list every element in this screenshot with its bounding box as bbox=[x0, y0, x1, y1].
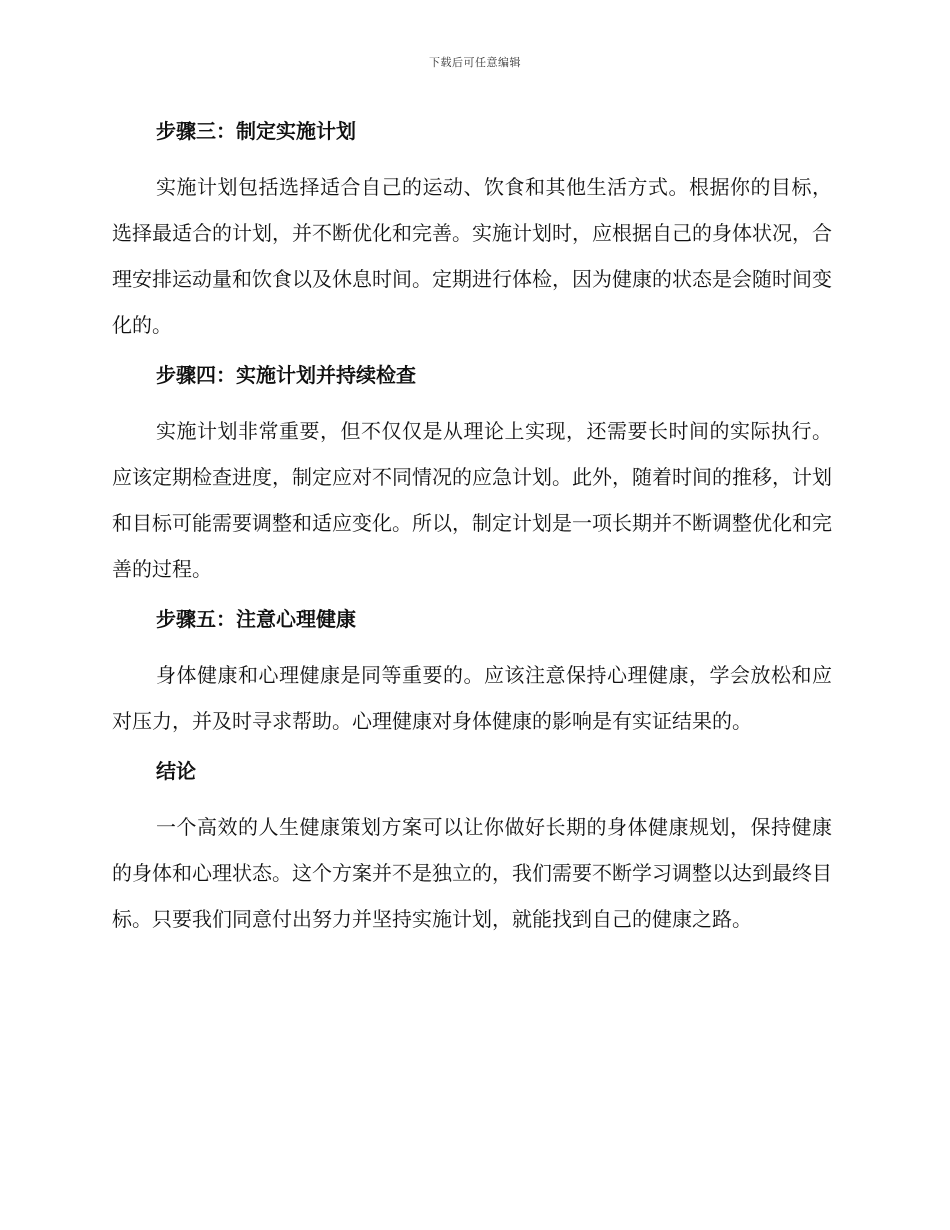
section-paragraph-step-5: 身体健康和心理健康是同等重要的。应该注意保持心理健康，学会放松和应对压力，并及时寻求帮助。心理健康对身体健康的影响是有实证结果的。 bbox=[112, 663, 832, 733]
section-heading-step-3: 步骤三：制定实施计划 bbox=[156, 119, 356, 143]
page-header: 下载后可任意编辑 bbox=[429, 56, 521, 69]
section-paragraph-conclusion: 一个高效的人生健康策划方案可以让你做好长期的身体健康规划，保持健康的身体和心理状态。这个方案并不是独立的，我们需要不断学习调整以达到最终目标。只要我们同意付出努力并坚持实施计划，就能找到自己的健康之路。 bbox=[112, 815, 832, 931]
section-heading-step-5: 步骤五：注意心理健康 bbox=[156, 607, 356, 631]
section-heading-step-4: 步骤四：实施计划并持续检查 bbox=[156, 363, 416, 387]
section-paragraph-step-3: 实施计划包括选择适合自己的运动、饮食和其他生活方式。根据你的目标，选择最适合的计划，并不断优化和完善。实施计划时，应根据自己的身体状况，合理安排运动量和饮食以及休息时间。定期进行体检，因为健康的状态是会随时间变化的。 bbox=[112, 175, 832, 337]
section-paragraph-step-4: 实施计划非常重要，但不仅仅是从理论上实现，还需要长时间的实际执行。应该定期检查进度，制定应对不同情况的应急计划。此外，随着时间的推移，计划和目标可能需要调整和适应变化。所以，制定计划是一项长期并不断调整优化和完善的过程。 bbox=[112, 419, 832, 581]
document-body bbox=[112, 110, 832, 942]
section-heading-conclusion: 结论 bbox=[156, 759, 196, 783]
